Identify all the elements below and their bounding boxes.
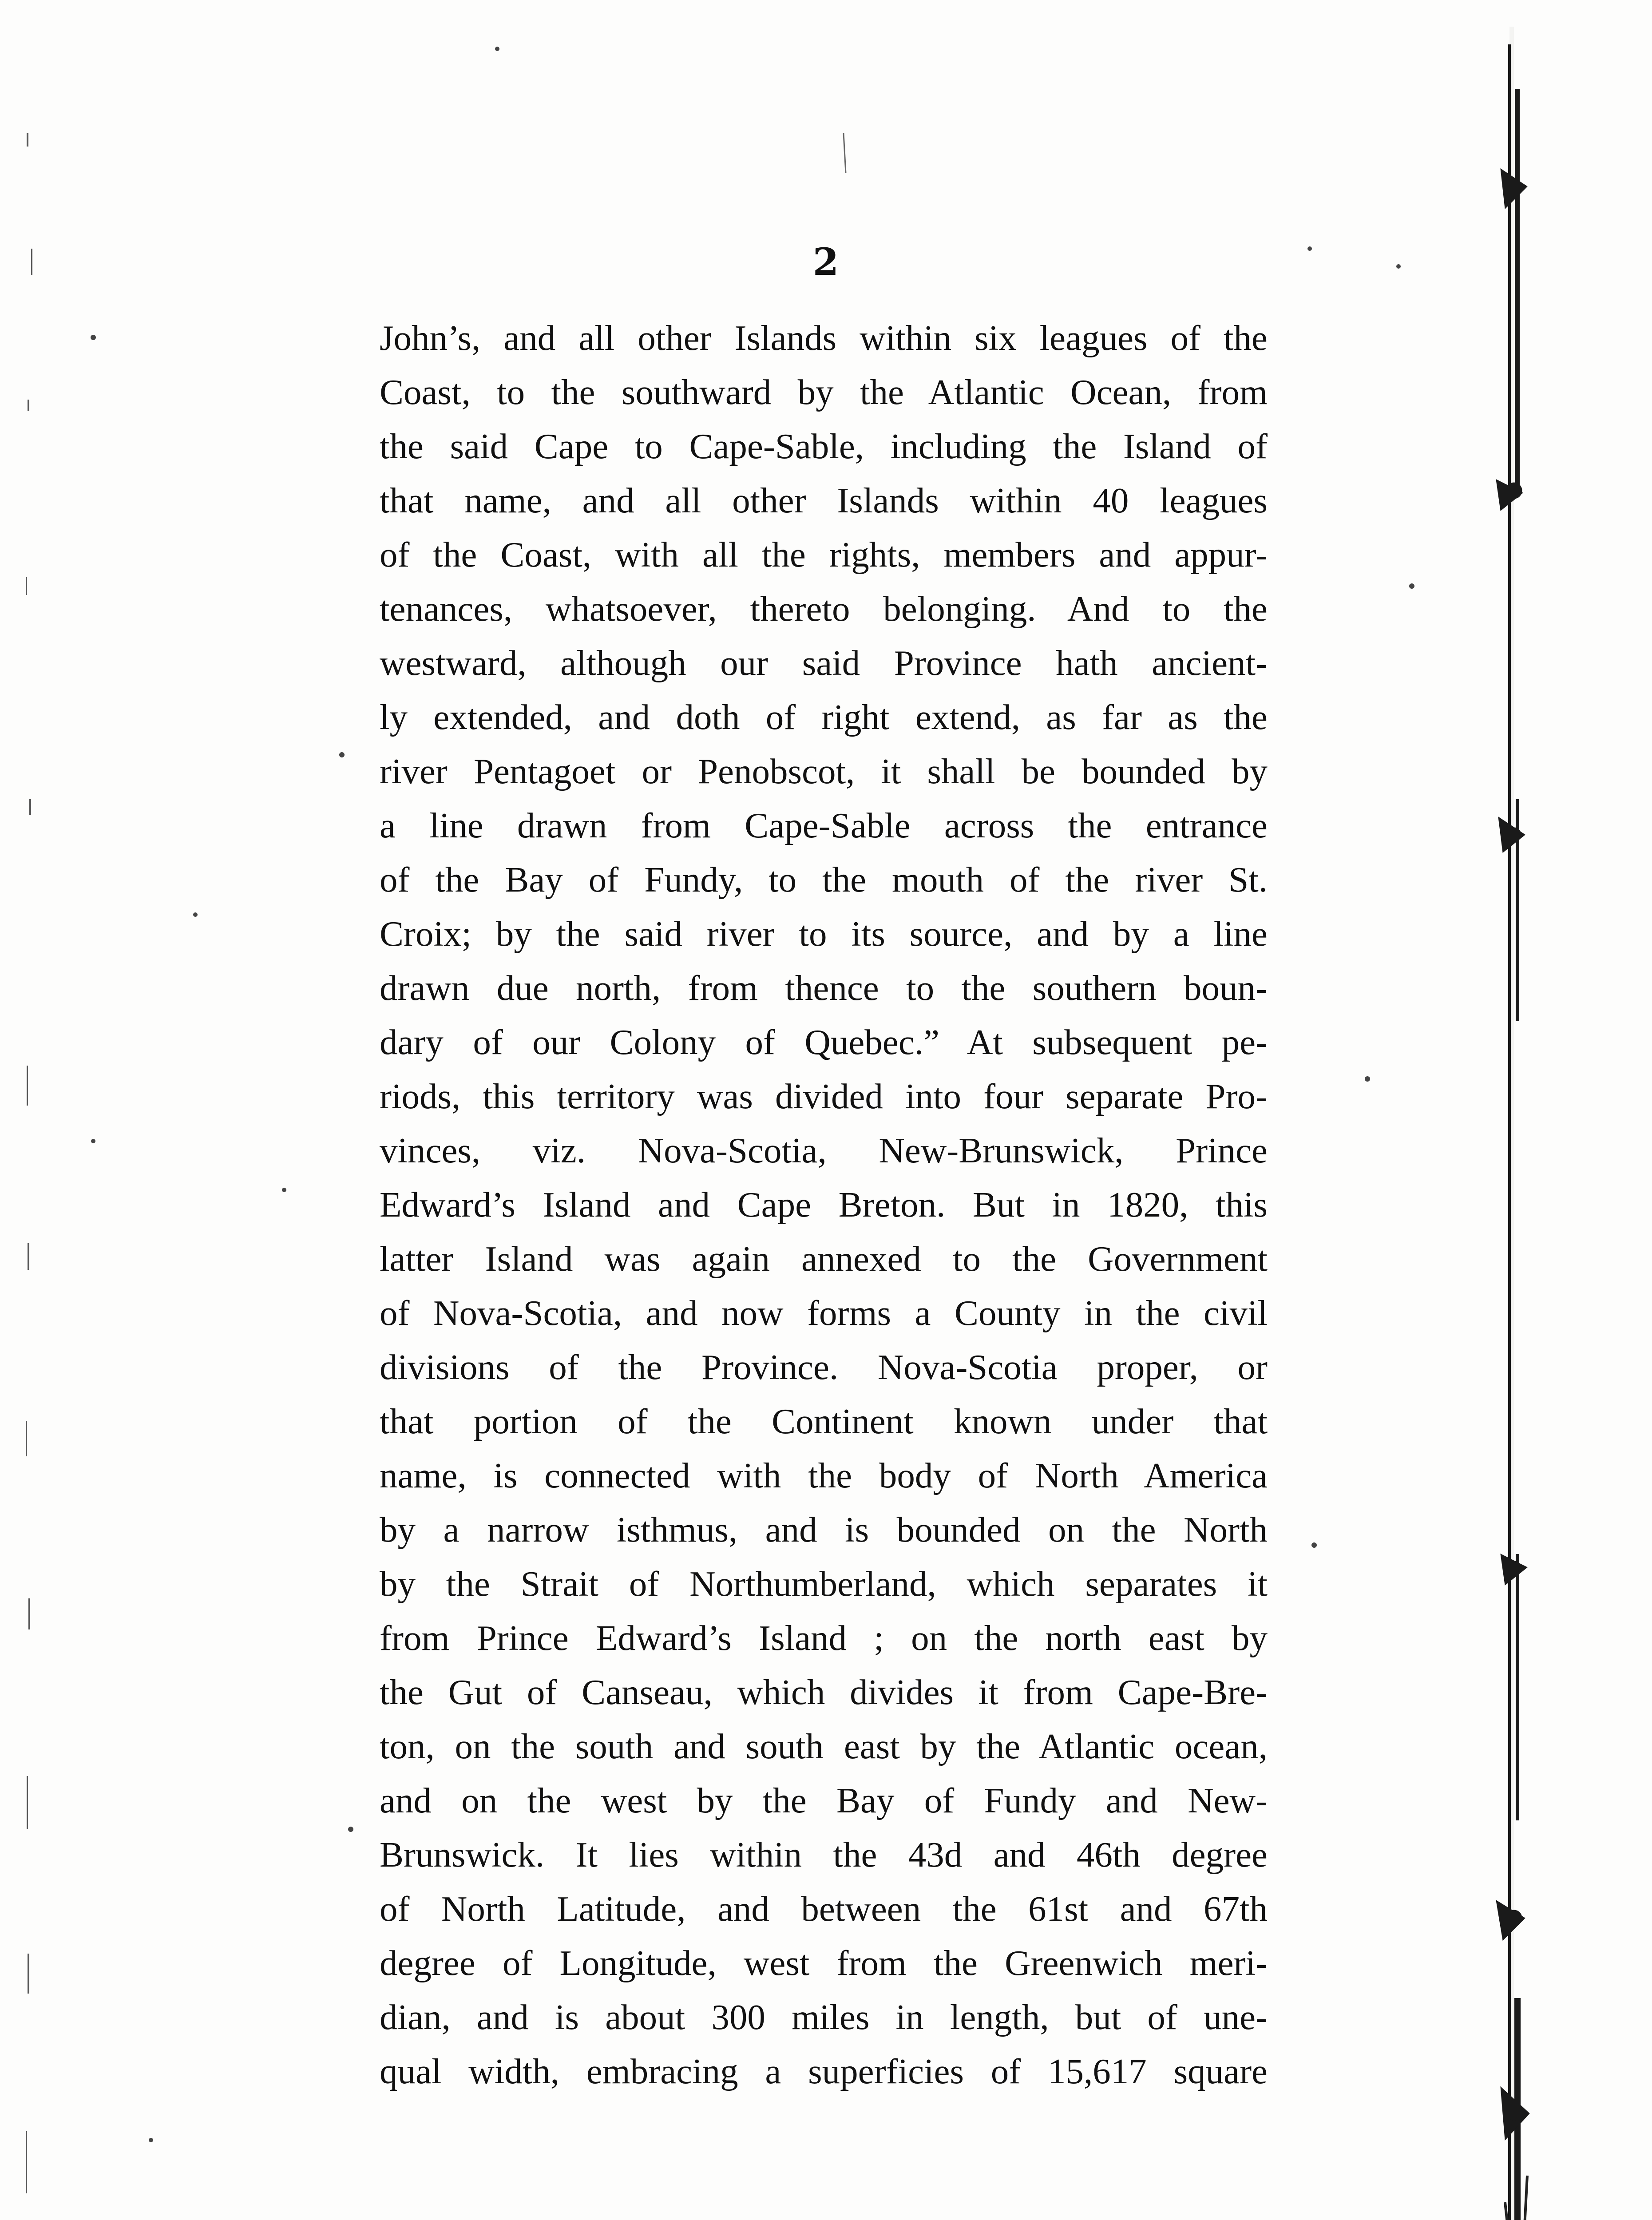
text-line: of North Latitude, and between the 61st and 67th — [380, 1889, 1268, 1929]
text-line: and on the west by the Bay of Fundy and New- — [380, 1780, 1268, 1820]
text-line: a line drawn from Cape-Sable across the entrance — [380, 805, 1268, 845]
text-line: ton, on the south and south east by the Atlantic ocean, — [380, 1726, 1268, 1766]
text-line: divisions of the Province. Nova-Scotia proper, or — [380, 1347, 1268, 1387]
text-line: of Nova-Scotia, and now forms a County in the civil — [380, 1293, 1268, 1333]
text-line: the Gut of Canseau, which divides it from Cape-Bre- — [380, 1672, 1268, 1712]
text-line: of the Bay of Fundy, to the mouth of the river St. — [380, 860, 1268, 900]
page-number: 2 — [812, 240, 839, 284]
text-line: that name, and all other Islands within 40 leagues — [380, 480, 1268, 520]
text-line: John’s, and all other Islands within six leagues of the — [380, 318, 1268, 358]
text-line: drawn due north, from thence to the southern boun- — [380, 968, 1268, 1008]
text-line: tenances, whatsoever, thereto belonging. And to the — [380, 589, 1268, 629]
left-margin-speckles — [0, 0, 107, 2220]
binding-edge — [1492, 0, 1652, 2220]
text-line: ly extended, and doth of right extend, as far as the — [380, 697, 1268, 737]
text-line: degree of Longitude, west from the Greenwich meri- — [380, 1943, 1268, 1983]
text-line: dian, and is about 300 miles in length, but of une- — [380, 1997, 1268, 2037]
text-line: Edward’s Island and Cape Breton. But in 1820, this — [380, 1185, 1268, 1225]
text-line: river Pentagoet or Penobscot, it shall be bounded by — [380, 751, 1268, 791]
text-line: the said Cape to Cape-Sable, including the Island of — [380, 426, 1268, 466]
text-line: qual width, embracing a superficies of 15,617 square — [380, 2051, 1268, 2091]
text-line: Croix; by the said river to its source, and by a line — [380, 914, 1268, 954]
text-line: by the Strait of Northumberland, which separates it — [380, 1564, 1268, 1604]
text-line: name, is connected with the body of North America — [380, 1455, 1268, 1495]
text-line: riods, this territory was divided into four separate Pro- — [380, 1076, 1268, 1116]
text-line: Brunswick. It lies within the 43d and 46th degree — [380, 1835, 1268, 1875]
text-line: Coast, to the southward by the Atlantic Ocean, from — [380, 372, 1268, 412]
text-line: by a narrow isthmus, and is bounded on the North — [380, 1510, 1268, 1550]
text-line: from Prince Edward’s Island ; on the north east by — [380, 1618, 1268, 1658]
text-line: latter Island was again annexed to the Government — [380, 1239, 1268, 1279]
text-line: of the Coast, with all the rights, members and appur- — [380, 535, 1268, 575]
body-text — [380, 311, 1268, 2098]
text-line: that portion of the Continent known under that — [380, 1401, 1268, 1441]
text-line: westward, although our said Province hath ancient- — [380, 643, 1268, 683]
text-line: dary of our Colony of Quebec.” At subsequent pe- — [380, 1022, 1268, 1062]
text-line: vinces, viz. Nova-Scotia, New-Brunswick, Prince — [380, 1130, 1268, 1170]
